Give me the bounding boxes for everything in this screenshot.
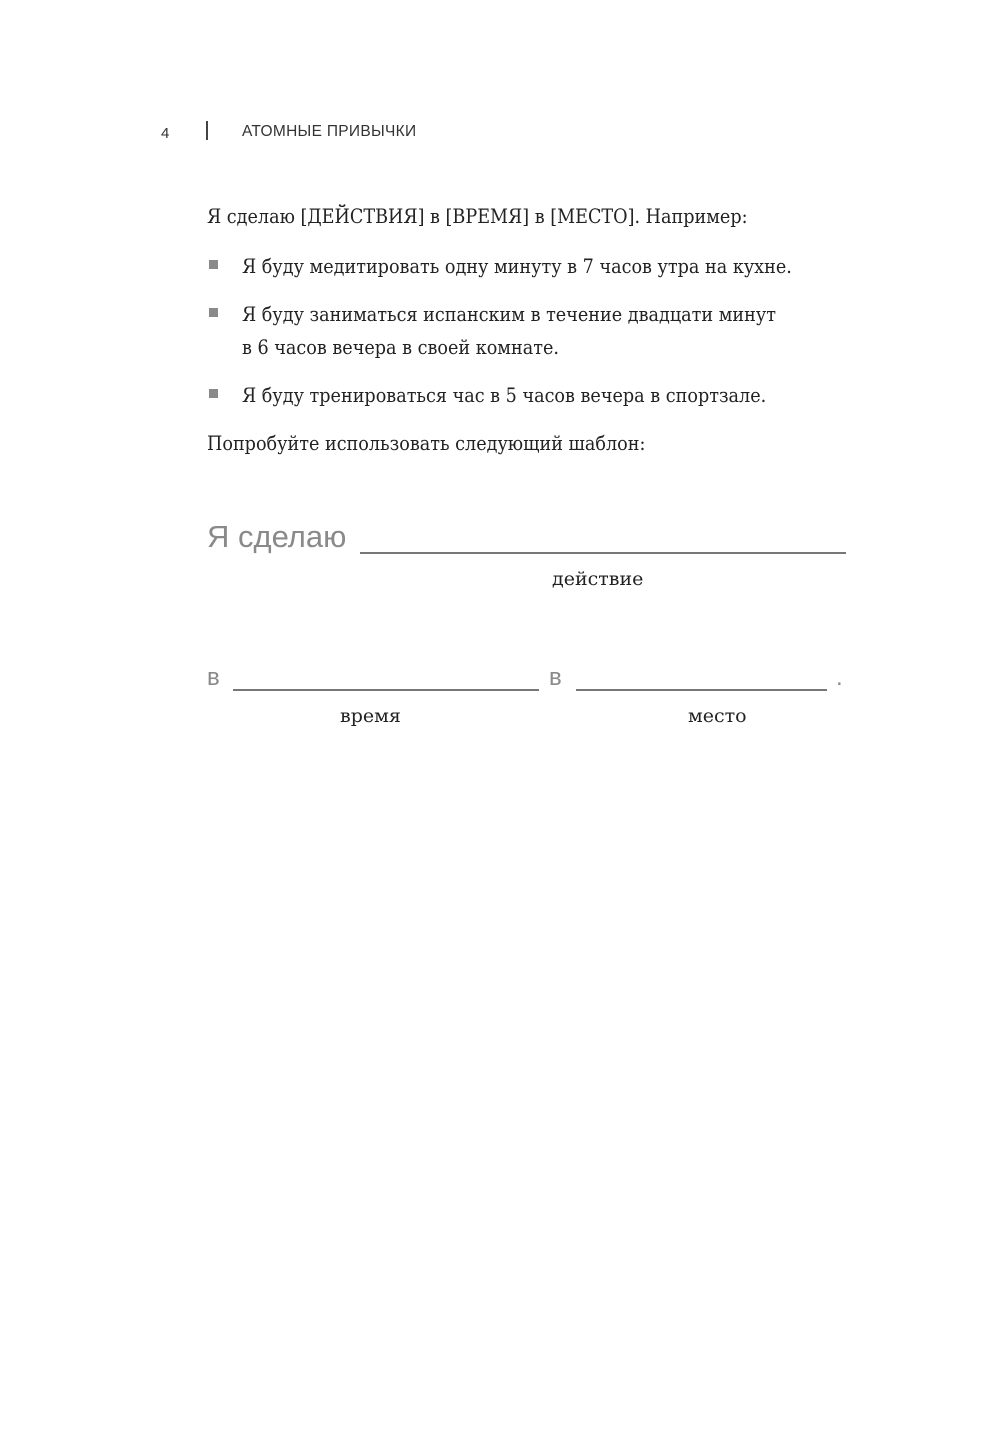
intro-paragraph: Я сделаю [ДЕЙСТВИЯ] в [ВРЕМЯ] в [МЕСТО]. Например: (207, 204, 748, 228)
place-blank[interactable] (576, 689, 827, 691)
running-header (0, 121, 1004, 145)
header-separator (206, 121, 208, 140)
running-title: АТОМНЫЕ ПРИВЫЧКИ (242, 123, 417, 140)
time-blank[interactable] (233, 689, 539, 691)
time-label: время (340, 705, 401, 727)
bullet-square-icon (209, 260, 218, 269)
template-prep-time: в (207, 664, 220, 691)
action-blank[interactable] (360, 552, 846, 554)
bullet-square-icon (209, 308, 218, 317)
action-label: действие (552, 568, 644, 590)
place-label: место (688, 705, 747, 727)
prompt-paragraph: Попробуйте использовать следующий шаблон: (207, 431, 646, 455)
template-end: . (836, 664, 843, 691)
bullet-square-icon (209, 389, 218, 398)
page-number: 4 (161, 125, 170, 142)
template-start: Я сделаю (207, 519, 347, 554)
template-prep-place: в (549, 664, 562, 691)
